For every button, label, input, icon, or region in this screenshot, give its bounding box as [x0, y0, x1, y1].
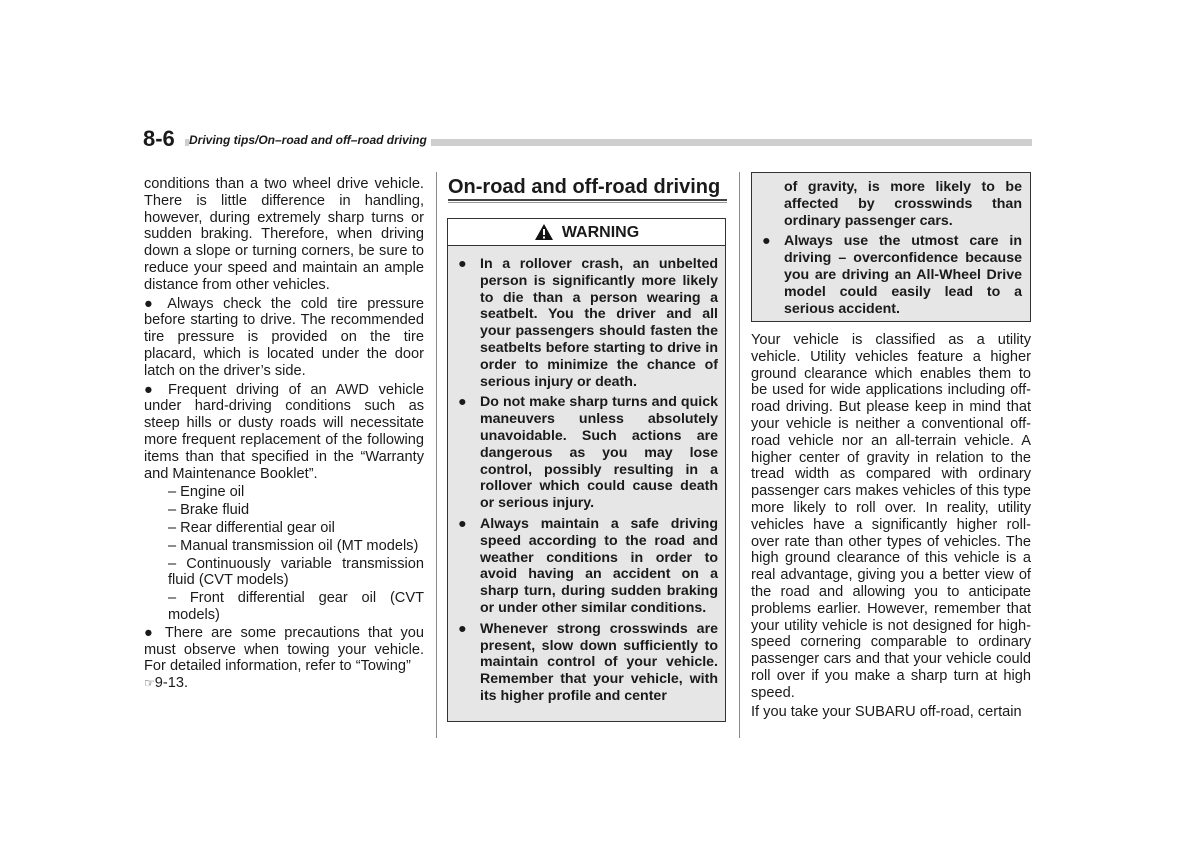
section-heading: On-road and off-road driving: [448, 176, 721, 198]
paragraph: conditions than a two wheel drive vehicle. There is little difference in handling, however, during extremely sharp turns or sudden braking. Therefore, when driving down a slope or turning corners, be sure to reduce your speed and maintain an ample distance from other vehicles.: [144, 176, 424, 293]
page-number: 8-6: [143, 127, 179, 151]
warning-list: [762, 179, 1022, 321]
list-item: – Engine oil: [168, 484, 245, 501]
bullet: ●: [458, 515, 467, 532]
towing-text: ● There are some precautions that you must observe when towing your vehicle. For detailed information, refer to “Towing”: [144, 624, 424, 675]
column-divider: [436, 172, 437, 738]
warning-item: ● In a rollover crash, an unbelted person is significantly more likely to die than a person wearing a seatbelt. You the driver and all your passengers should fasten the seatbelts before starting to drive in order to minimize the chance of serious injury or death.: [458, 256, 718, 390]
left-column: [144, 176, 424, 694]
warning-item: ● Do not make sharp turns and quick maneuvers unless absolutely unavoidable. Such actions are dangerous as you may lose control, possibly resulting in a rollover which could cause death or serious injury.: [458, 394, 718, 512]
page-reference[interactable]: 9-13.: [154, 675, 189, 692]
heading-rule: [448, 199, 727, 201]
bullet-paragraph: ● Always check the cold tire pressure before starting to drive. The recommended tire pressure is provided on the tire placard, which is located under the door latch on the driver’s side.: [144, 295, 424, 379]
list-item: – Front differential gear oil (CVT models): [168, 590, 424, 623]
list-item: – Rear differential gear oil: [168, 519, 335, 536]
section-title: Driving tips/On–road and off–road driving: [189, 133, 431, 147]
warning-list: [458, 256, 718, 709]
warning-triangle-icon: [534, 223, 554, 241]
right-column: [751, 332, 1031, 722]
warning-item: ● Whenever strong crosswinds are present, slow down sufficiently to maintain control of your vehicle. Remember that your vehicle, with its higher profile and center: [458, 620, 718, 704]
warning-item: ● Always use the utmost care in driving – overconfidence because you are driving an All-Wheel Drive model could easily lead to a serious accident.: [762, 233, 1022, 317]
paragraph: If you take your SUBARU off-road, certain: [751, 703, 1022, 720]
bullet: ●: [762, 233, 771, 250]
warning-box: [447, 218, 726, 722]
bullet-paragraph: ● Frequent driving of an AWD vehicle under hard-driving conditions such as steep hills or dusty roads will necessitate more frequent replacement of the following items than that specified in the “Warranty and Maintenance Booklet”.: [144, 381, 424, 482]
page-header: [143, 127, 1032, 151]
bullet: ●: [458, 394, 467, 411]
list-item: – Manual transmission oil (MT models): [168, 537, 419, 554]
warning-label: WARNING: [561, 224, 640, 241]
list-item: – Continuously variable transmission fluid (CVT models): [168, 555, 424, 589]
bullet: ●: [458, 620, 467, 637]
paragraph: Your vehicle is classified as a utility vehicle. Utility vehicles feature a higher ground clearance which enables them to be used for wide applications including off-road driving. But please keep in mind that your vehicle is neither a conventional off-road vehicle nor an all-terrain vehicle. A higher center of gravity in relation to the tread width as compared with ordinary passenger cars makes vehicles of this type more likely to roll over. In reality, utility vehicles have a significantly higher roll-over rate than other types of vehicles. The high ground clearance of this vehicle is a real advantage, giving you a better view of the road and allowing you to anticipate problems earlier. However, remember that your utility vehicle is not designed for high-speed cornering comparable to ordinary passenger cars and that your vehicle could roll over if you make a sharp turn at high speed.: [751, 332, 1031, 701]
pointer-icon: ☞: [144, 676, 155, 691]
warning-item: ● Always maintain a safe driving speed according to the road and weather conditions in order to avoid having an accident on a sharp turn, during sudden braking or under other similar conditions.: [458, 515, 718, 616]
heading-rule: [448, 202, 727, 203]
bullet: ●: [458, 256, 467, 272]
list-item: – Brake fluid: [168, 502, 250, 519]
warning-continued-text: of gravity, is more likely to be affected by crosswinds than ordinary passenger cars.: [784, 179, 1022, 229]
warning-header: [448, 219, 725, 246]
column-divider: [739, 172, 740, 738]
bullet-paragraph: [144, 625, 424, 692]
warning-box-continued: [751, 172, 1031, 322]
